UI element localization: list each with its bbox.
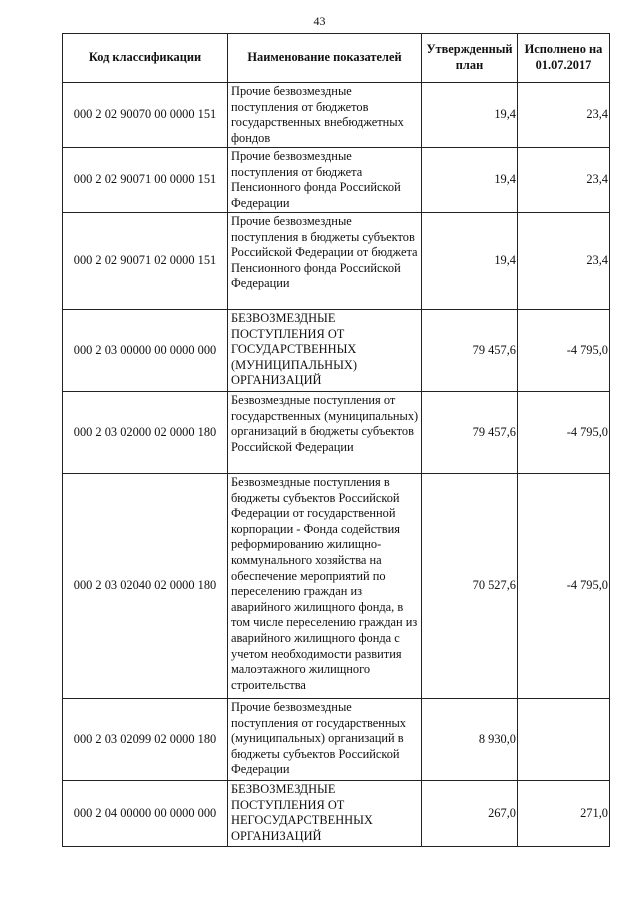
table-row	[63, 148, 610, 213]
row-executed: 23,4	[518, 83, 610, 148]
row-name: Безвозмездные поступления в бюджеты субъектов Российской Федерации от государственной корпорации - Фонда содействия реформированию жилищно-коммунального хозяйства на обеспечение мероприятий по переселению граждан из аварийного жилищного фонда, в том числе переселению граждан из аварийного жилищного фонда с учетом необходимости развития малоэтажного жилищного строительства	[228, 474, 422, 699]
budget-table	[62, 33, 610, 847]
row-code: 000 2 03 02000 02 0000 180	[63, 392, 228, 474]
table-header-row	[63, 34, 610, 83]
row-plan: 19,4	[422, 148, 518, 213]
row-plan: 8 930,0	[422, 699, 518, 781]
row-executed: -4 795,0	[518, 310, 610, 392]
table-row	[63, 781, 610, 847]
row-name: БЕЗВОЗМЕЗДНЫЕ ПОСТУПЛЕНИЯ ОТ ГОСУДАРСТВЕННЫХ (МУНИЦИПАЛЬНЫХ) ОРГАНИЗАЦИЙ	[228, 310, 422, 392]
row-executed: -4 795,0	[518, 474, 610, 699]
row-executed: 271,0	[518, 781, 610, 847]
row-code: 000 2 03 00000 00 0000 000	[63, 310, 228, 392]
table-row	[63, 310, 610, 392]
row-code: 000 2 03 02099 02 0000 180	[63, 699, 228, 781]
row-executed: 23,4	[518, 148, 610, 213]
row-code: 000 2 04 00000 00 0000 000	[63, 781, 228, 847]
row-plan: 19,4	[422, 213, 518, 310]
row-plan: 79 457,6	[422, 310, 518, 392]
header-plan: Утвержденный план	[422, 34, 518, 83]
row-executed	[518, 699, 610, 781]
row-name: Прочие безвозмездные поступления от бюджета Пенсионного фонда Российской Федерации	[228, 148, 422, 213]
row-code: 000 2 03 02040 02 0000 180	[63, 474, 228, 699]
row-code: 000 2 02 90071 02 0000 151	[63, 213, 228, 310]
row-name: Прочие безвозмездные поступления в бюджеты субъектов Российской Федерации от бюджета Пенсионного фонда Российской Федерации	[228, 213, 422, 310]
table-row	[63, 213, 610, 310]
row-code: 000 2 02 90071 00 0000 151	[63, 148, 228, 213]
row-plan: 70 527,6	[422, 474, 518, 699]
row-executed: -4 795,0	[518, 392, 610, 474]
table-row	[63, 83, 610, 148]
row-name: Прочие безвозмездные поступления от бюджетов государственных внебюджетных фондов	[228, 83, 422, 148]
row-name: БЕЗВОЗМЕЗДНЫЕ ПОСТУПЛЕНИЯ ОТ НЕГОСУДАРСТВЕННЫХ ОРГАНИЗАЦИЙ	[228, 781, 422, 847]
row-executed: 23,4	[518, 213, 610, 310]
row-name: Прочие безвозмездные поступления от государственных (муниципальных) организаций в бюджеты субъектов Российской Федерации	[228, 699, 422, 781]
header-name: Наименование показателей	[228, 34, 422, 83]
header-executed: Исполнено на 01.07.2017	[518, 34, 610, 83]
table-row	[63, 699, 610, 781]
row-plan: 19,4	[422, 83, 518, 148]
row-code: 000 2 02 90070 00 0000 151	[63, 83, 228, 148]
table-row	[63, 392, 610, 474]
row-plan: 267,0	[422, 781, 518, 847]
page-number: 43	[313, 14, 326, 28]
header-code: Код классификации	[63, 34, 228, 83]
row-name: Безвозмездные поступления от государственных (муниципальных) организаций в бюджеты субъектов Российской Федерации	[228, 392, 422, 474]
row-plan: 79 457,6	[422, 392, 518, 474]
table-row	[63, 474, 610, 699]
